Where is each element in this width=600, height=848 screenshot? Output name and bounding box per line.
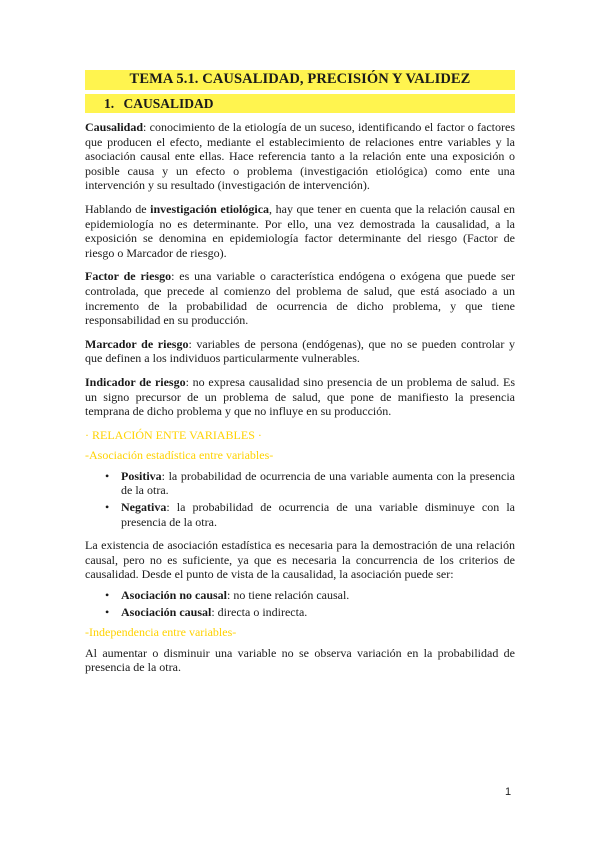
term-marcador-riesgo: Marcador de riesgo — [85, 336, 189, 351]
list-item — [85, 605, 515, 620]
text-etiologica-pre: Hablando de — [85, 201, 151, 216]
term-investigacion-etiologica: investigación etiológica — [150, 201, 270, 216]
term-indicador-riesgo: Indicador de riesgo — [85, 374, 186, 389]
document-title: TEMA 5.1. CAUSALIDAD, PRECISIÓN Y VALIDEZ — [85, 70, 515, 90]
text-indicador-riesgo: : no expresa causalidad sino presencia de un problema de salud. Es un signo precursor de un problema de salud, que pone de manifiesto la presencia temprana de dicho problema y que no influye en su producción. — [85, 374, 515, 419]
bullet-icon: • — [105, 588, 110, 603]
paragraph-investigacion-etiologica — [85, 202, 515, 260]
heading-relacion-variables: · RELACIÓN ENTE VARIABLES · — [85, 427, 262, 442]
bullet-icon: • — [105, 604, 110, 619]
paragraph-causalidad — [85, 120, 515, 193]
list-item — [85, 588, 515, 603]
paragraph-indicador-riesgo — [85, 375, 515, 419]
term-asociacion-no-causal: Asociación no causal — [121, 588, 228, 603]
section-number: 1. — [104, 96, 115, 111]
term-factor-riesgo: Factor de riesgo — [85, 269, 172, 284]
list-item — [85, 469, 515, 498]
bullet-icon: • — [105, 468, 110, 483]
heading-independencia: -Independencia entre variables- — [85, 625, 237, 640]
text-causalidad: : conocimiento de la etiología de un suceso, identificando el factor o factores que producen el efecto, mediante el establecimiento de relaciones entre variables y la asociación causal ente ellas. Hace referencia tanto a la relación ente una exposición o posible causa y un efecto o problema (investigación etiológica) como ente una intervención y su resultado (investigación de intervención). — [85, 120, 515, 193]
term-asociacion-causal: Asociación causal — [121, 604, 212, 619]
term-negativa: Negativa — [121, 500, 167, 515]
text-asociacion-causal: : directa o indirecta. — [211, 604, 308, 619]
list-tipos-asociacion-estadistica — [85, 469, 515, 529]
document-page — [85, 70, 515, 675]
bullet-icon: • — [105, 500, 110, 515]
paragraph-marcador-riesgo — [85, 337, 515, 366]
text-negativa: : la probabilidad de ocurrencia de una variable disminuye con la presencia de la otra. — [121, 500, 515, 529]
text-etiologica: , hay que tener en cuenta que la relación causal en epidemiología no es determinante. Por ello, una vez demostrada la causalidad, a la exposición se denomina en epidemiología factor determinante del riesgo (Factor de riesgo o Marcador de riesgo). — [85, 201, 516, 260]
page-number: 1 — [505, 786, 512, 798]
section-label: CAUSALIDAD — [123, 96, 214, 111]
text-positiva: : la probabilidad de ocurrencia de una variable aumenta con la presencia de la otra. — [121, 468, 515, 498]
text-marcador-riesgo: : variables de persona (endógenas), que no se pueden controlar y que definen a los individuos particularmente vulnerables. — [85, 336, 516, 366]
paragraph-factor-riesgo — [85, 269, 515, 327]
list-asociacion-causal — [85, 588, 515, 619]
term-causalidad: Causalidad — [85, 120, 144, 134]
heading-asociacion-estadistica: -Asociación estadística entre variables- — [85, 448, 274, 463]
list-item — [85, 500, 515, 529]
section-heading — [85, 94, 515, 113]
text-factor-riesgo: : es una variable o característica endógena o exógena que puede ser controlada, que precede al comienzo del problema de salud, que está asociado a un incremento de la probabilidad de ocurrencia de dicho problema, y que tiene responsabilidad en su producción. — [85, 269, 515, 328]
paragraph-existencia-asociacion: La existencia de asociación estadística es necesaria para la demostración de una relación causal, pero no es suficiente, ya que es necesaria la concurrencia de los criterios de causalidad. Desde el punto de vista de la causalidad, la asociación puede ser: — [85, 538, 515, 582]
text-asociacion-no-causal: : no tiene relación causal. — [227, 588, 350, 603]
paragraph-independencia: Al aumentar o disminuir una variable no se observa variación en la probabilidad de presencia de la otra. — [85, 645, 515, 675]
term-positiva: Positiva — [121, 468, 162, 483]
